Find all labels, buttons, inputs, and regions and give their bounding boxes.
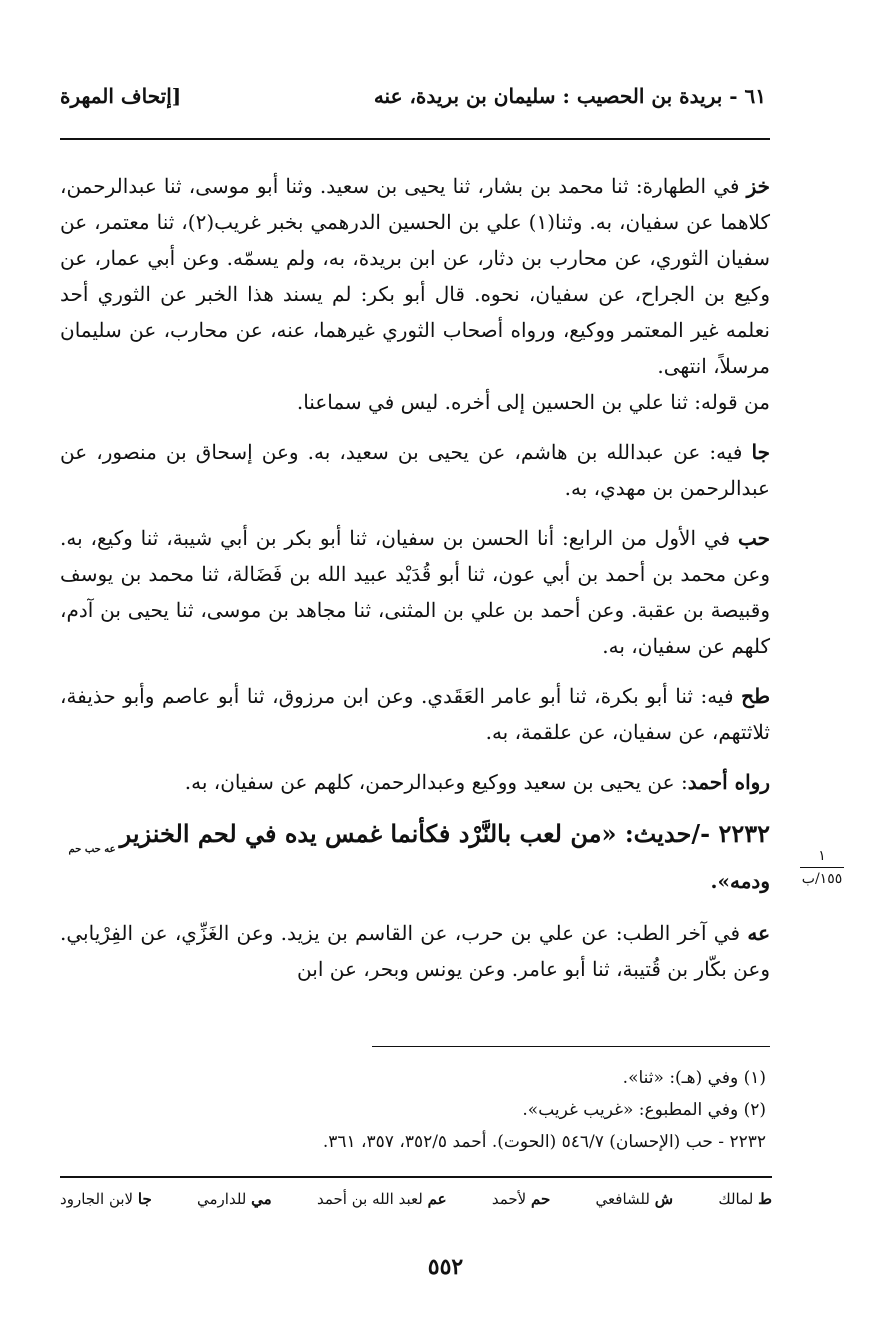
running-header	[60, 84, 766, 124]
paragraph-text: من قوله: ثنا علي بن الحسين إلى أخره. ليس في سماعنا.	[296, 390, 770, 414]
paragraph-text: فيه: ثنا أبو بكرة، ثنا أبو عامر العَقَدي. وعن ابن مرزوق، ثنا أبو عاصم وأبو حذيفة، ثلاثتهم، عن سفيان، عن علقمة، به.	[60, 684, 770, 744]
folio-page: ١٥٥/ب	[801, 871, 843, 887]
footnote: (١) وفي (هـ): «ثنا».	[622, 1068, 766, 1088]
source-siglum: رواه أحمد	[687, 770, 770, 794]
hadith-heading	[60, 814, 770, 901]
hadith-sigla: عه حب حم	[68, 844, 116, 855]
header-rule	[60, 138, 770, 140]
paragraph-text: في الأول من الرابع: أنا الحسن بن سفيان، ثنا أبو بكر بن أبي شيبة، ثنا وكيع، به. وعن محمد بن أحمد بن أبي عون، ثنا أبو قُدَيْد عبيد الله بن فَضَالة، ثنا محمد بن يوسف وقبيصة بن عقبة. وعن أحمد بن علي بن المثنى، ثنا مجاهد بن موسى، ثنا يحيى بن آدم، كلهم عن سفيان، به.	[60, 526, 770, 658]
paragraph	[60, 915, 770, 987]
paragraph	[60, 678, 770, 750]
source-siglum: حب	[737, 526, 770, 550]
abbreviation-legend	[60, 1190, 772, 1208]
hadith-number: ٢٢٣٢	[718, 819, 770, 848]
legend-rule	[60, 1176, 772, 1178]
paragraph-text: في آخر الطب: عن علي بن حرب، عن القاسم بن يزيد. وعن الغَزِّي، عن الفِرْيابي. وعن بكّار بن قُتيبة، ثنا أبو عامر. وعن يونس وبحر، عن ابن	[60, 921, 770, 981]
manuscript-folio-ref	[792, 846, 852, 889]
legend-item: حم لأحمد	[491, 1190, 551, 1208]
page-number: ٥٥٢	[427, 1254, 464, 1280]
source-siglum: جا	[751, 440, 770, 464]
footnote: ٢٢٣٢ - حب (الإحسان) ٥٤٦/٧ (الحوت). أحمد ٣٥٢/٥، ٣٥٧، ٣٦١.	[322, 1132, 766, 1152]
source-siglum: خز	[746, 174, 770, 198]
hadith-text-end: ودمه».	[710, 869, 770, 893]
footnote: (٢) وفي المطبوع: «غريب غريب».	[522, 1100, 766, 1120]
footnotes	[60, 1062, 766, 1158]
legend-item: ط لمالك	[718, 1190, 772, 1208]
paragraph	[60, 434, 770, 506]
legend-item: عم لعبد الله بن أحمد	[316, 1190, 447, 1208]
folio-number: ١	[818, 848, 826, 864]
hadith-text: -/حديث: «من لعب بالنَّرْد فكأنما غمس يده في لحم الخنزير	[119, 819, 719, 848]
paragraph-text: فيه: عن عبدالله بن هاشم، عن يحيى بن سعيد، به. وعن إسحاق بن منصور، عن عبدالرحمن بن مهدي، به.	[60, 440, 770, 500]
source-siglum: عه	[747, 921, 770, 945]
paragraph	[60, 384, 770, 420]
chapter-title: ٦١ - بريدة بن الحصيب : سليمان بن بريدة، عنه	[373, 84, 766, 108]
paragraph	[60, 520, 770, 664]
folio-divider	[800, 867, 844, 868]
source-siglum: طح	[741, 684, 770, 708]
paragraph	[60, 168, 770, 384]
paragraph-text: : عن يحيى بن سعيد ووكيع وعبدالرحمن، كلهم عن سفيان، به.	[184, 770, 688, 794]
legend-item: جا لابن الجارود	[60, 1190, 152, 1208]
book-title: [إتحاف المهرة	[60, 84, 182, 108]
footnote-rule	[372, 1046, 770, 1047]
legend-item: مي للدارمي	[197, 1190, 272, 1208]
main-text	[60, 168, 770, 987]
paragraph-text: في الطهارة: ثنا محمد بن بشار، ثنا يحيى بن سعيد. وثنا أبو موسى، ثنا عبدالرحمن، كلاهما عن سفيان، به. وثنا(١) علي بن الحسين الدرهمي بخبر غريب(٢)، ثنا معتمر، عن سفيان الثوري، عن محارب بن دثار، عن ابن بريدة، به، ولم يسمّه. وعن أبي عمار، عن وكيع بن الجراح، عن سفيان، نحوه. قال أبو بكر: لم يسند هذا الخبر عن الثوري أحد نعلمه غير المعتمر ووكيع، ورواه أصحاب الثوري غيرهما، عنه، عن محارب، عن سليمان مرسلاً، انتهى.	[60, 174, 770, 378]
legend-item: ش للشافعي	[595, 1190, 674, 1208]
paragraph	[60, 764, 770, 800]
